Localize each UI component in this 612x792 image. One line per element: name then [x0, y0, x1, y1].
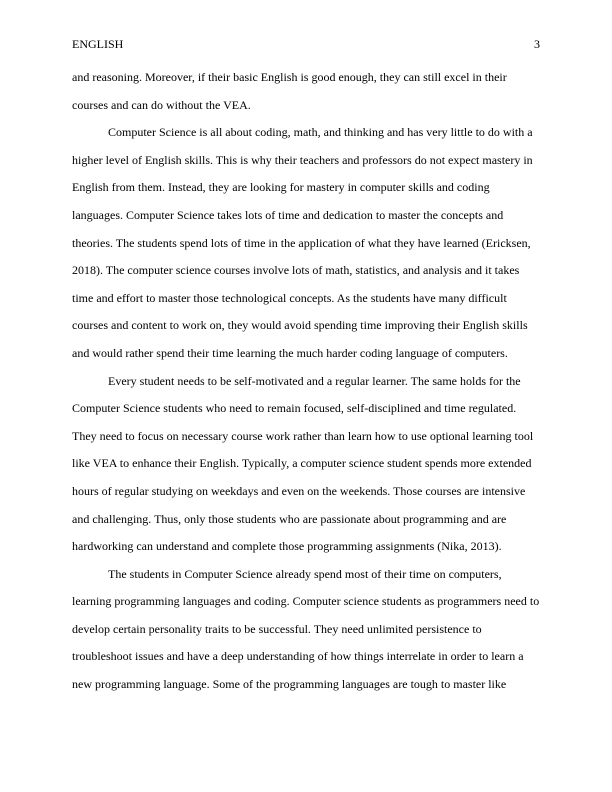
text-line: like VEA to enhance their English. Typically, a computer science student spends more extended [72, 456, 532, 471]
text-line: 2018). The computer science courses involve lots of math, statistics, and analysis and it takes [72, 263, 520, 278]
text-line: languages. Computer Science takes lots of time and dedication to master the concepts and [72, 207, 504, 222]
text-line: Computer Science students who need to remain focused, self-disciplined and time regulated. [72, 401, 517, 416]
paragraph-4 [72, 561, 540, 699]
text-line: and challenging. Thus, only those students who are passionate about programming and are [72, 511, 507, 526]
text-line: They need to focus on necessary course work rather than learn how to use optional learning tool [72, 428, 534, 443]
text-line: courses and content to work on, they would avoid spending time improving their English skills [72, 318, 528, 333]
text-line: higher level of English skills. This is why their teachers and professors do not expect mastery in [72, 152, 533, 167]
text-line: Every student needs to be self-motivated and a regular learner. The same holds for the [108, 373, 521, 388]
text-line: new programming language. Some of the programming languages are tough to master like [72, 677, 507, 692]
text-line: hours of regular studying on weekdays and even on the weekends. Those courses are intensive [72, 483, 526, 498]
text-line: and would rather spend their time learning the much harder coding language of computers. [72, 345, 508, 360]
text-line: hardworking can understand and complete those programming assignments (Nika, 2013). [72, 539, 502, 554]
page-number: 3 [534, 37, 540, 51]
text-line: learning programming languages and coding. Computer science students as programmers need to [72, 594, 540, 609]
text-line: English from them. Instead, they are looking for mastery in computer skills and coding [72, 180, 490, 195]
paragraph-2 [72, 119, 540, 367]
running-header [72, 35, 540, 53]
text-line: time and effort to master those technological concepts. As the students have many difficult [72, 290, 507, 305]
body-text [72, 64, 540, 699]
text-line: and reasoning. Moreover, if their basic English is good enough, they can still excel in their [72, 70, 507, 84]
text-line: theories. The students spend lots of time in the application of what they have learned (Ericksen, [72, 235, 531, 250]
text-line: troubleshoot issues and have a deep understanding of how things interrelate in order to learn a [72, 649, 524, 664]
text-line: courses and can do without the VEA. [72, 97, 251, 112]
text-line: The students in Computer Science already spend most of their time on computers, [108, 566, 502, 581]
header-title: ENGLISH [72, 37, 124, 51]
paragraph-3 [72, 368, 540, 561]
paragraph-1 [72, 64, 540, 119]
text-line: Computer Science is all about coding, math, and thinking and has very little to do with a [108, 125, 533, 140]
text-line: develop certain personality traits to be successful. They need unlimited persistence to [72, 621, 482, 636]
